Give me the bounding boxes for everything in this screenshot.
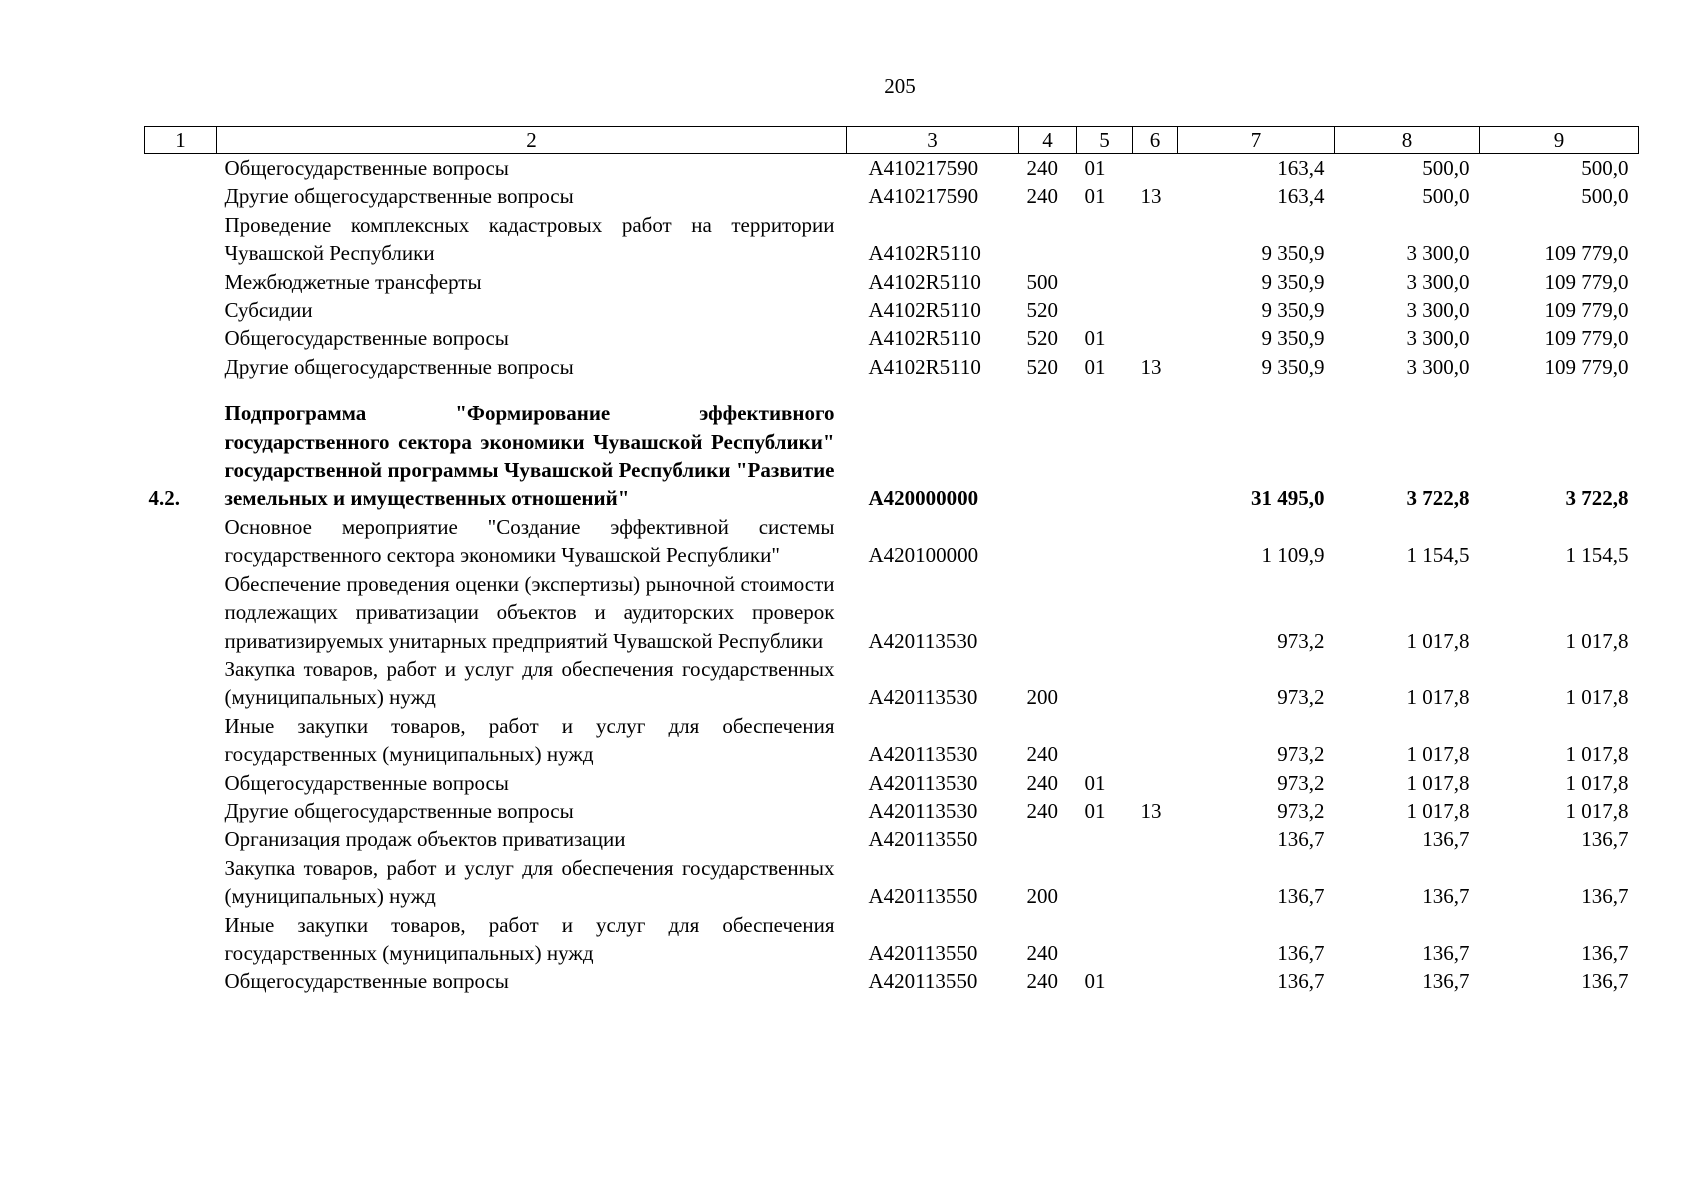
amount-col8: 3 300,0	[1406, 269, 1470, 294]
row-number	[145, 268, 217, 296]
row-number	[145, 797, 217, 825]
section-code: 01	[1084, 969, 1106, 994]
subsection-code	[1133, 324, 1178, 352]
spacer-row	[145, 381, 1639, 399]
row-number	[145, 967, 217, 995]
subsection-code	[1133, 769, 1178, 797]
section-code: 01	[1084, 184, 1106, 209]
amount-col7: 136,7	[1277, 940, 1325, 965]
expense-type-code: 240	[1026, 156, 1058, 180]
subsection-code	[1133, 154, 1178, 183]
amount-col9: 1 017,8	[1565, 798, 1629, 823]
expense-type-code: 240	[1026, 940, 1058, 965]
target-code: А420113550	[868, 827, 978, 852]
subsection-code: 13	[1140, 354, 1162, 379]
row-name: Общегосударственные вопросы	[224, 156, 509, 180]
budget-table	[144, 126, 1639, 996]
row-name: Общегосударственные вопросы	[224, 969, 509, 994]
section-code: 01	[1084, 770, 1106, 795]
section-code	[1077, 399, 1133, 513]
row-name: Общегосударственные вопросы	[224, 770, 509, 795]
amount-col7: 973,2	[1277, 770, 1325, 795]
table-row	[145, 967, 1639, 995]
expense-type-code: 200	[1026, 884, 1058, 909]
amount-col7: 31 495,0	[1251, 486, 1325, 511]
row-name: Другие общегосударственные вопросы	[224, 184, 574, 209]
column-header: 7	[1178, 127, 1335, 154]
section-code	[1077, 268, 1133, 296]
amount-col7: 136,7	[1277, 969, 1325, 994]
subsection-code	[1133, 854, 1178, 911]
amount-col9: 1 017,8	[1565, 742, 1629, 767]
amount-col8: 136,7	[1422, 827, 1470, 852]
table-body	[145, 154, 1639, 996]
table-row	[145, 211, 1639, 268]
section-code	[1077, 854, 1133, 911]
amount-col9: 109 779,0	[1544, 269, 1629, 294]
amount-col7: 973,2	[1277, 628, 1325, 653]
amount-col8: 3 300,0	[1406, 298, 1470, 323]
amount-col9: 1 017,8	[1565, 770, 1629, 795]
table-row	[145, 911, 1639, 968]
amount-col9: 500,0	[1581, 156, 1629, 180]
table-row	[145, 570, 1639, 655]
amount-col7: 163,4	[1277, 156, 1325, 180]
section-code	[1077, 825, 1133, 853]
target-code: А420113530	[868, 742, 978, 767]
table-row	[145, 513, 1639, 570]
amount-col7: 136,7	[1277, 827, 1325, 852]
subsection-code	[1133, 296, 1178, 324]
expense-type-code: 520	[1026, 326, 1058, 351]
amount-col9: 136,7	[1581, 884, 1629, 909]
target-code: А420000000	[868, 486, 979, 511]
expense-type-code: 520	[1026, 354, 1058, 379]
amount-col8: 1 017,8	[1406, 742, 1470, 767]
target-code: А420100000	[868, 543, 979, 568]
column-header: 4	[1019, 127, 1077, 154]
amount-col7: 1 109,9	[1261, 543, 1325, 568]
amount-col8: 3 300,0	[1406, 326, 1470, 351]
subsection-code: 13	[1140, 798, 1162, 823]
target-code: А410217590	[868, 156, 979, 180]
target-code: А420113530	[868, 628, 978, 653]
row-number	[145, 825, 217, 853]
amount-col9: 500,0	[1581, 184, 1629, 209]
column-header: 3	[847, 127, 1019, 154]
table-row	[145, 182, 1639, 210]
amount-col9: 136,7	[1581, 827, 1629, 852]
row-number	[145, 211, 217, 268]
subsection-code	[1133, 399, 1178, 513]
section-code: 01	[1084, 156, 1106, 180]
section-code: 01	[1084, 798, 1106, 823]
expense-type-code	[1019, 513, 1077, 570]
target-code: А420113530	[868, 798, 978, 823]
page-number: 205	[884, 74, 916, 98]
expense-type-code: 500	[1026, 269, 1058, 294]
subsection-code	[1133, 211, 1178, 268]
target-code: А4102R5110	[868, 354, 981, 379]
subsection-code	[1133, 967, 1178, 995]
column-numbers-row	[145, 127, 1639, 154]
amount-col9: 1 017,8	[1565, 685, 1629, 710]
section-code	[1077, 712, 1133, 769]
expense-type-code: 240	[1026, 184, 1058, 209]
amount-col8: 1 017,8	[1406, 798, 1470, 823]
row-number	[145, 154, 217, 183]
column-header: 1	[145, 127, 217, 154]
row-name: Проведение комплексных кадастровых работ на территории Чувашской Республики	[224, 212, 835, 266]
amount-col8: 136,7	[1422, 940, 1470, 965]
target-code: А420113530	[868, 685, 978, 710]
expense-type-code	[1019, 211, 1077, 268]
row-name: Организация продаж объектов приватизации	[224, 827, 626, 852]
row-number	[145, 911, 217, 968]
amount-col8: 3 300,0	[1406, 241, 1470, 266]
amount-col9: 1 154,5	[1565, 543, 1629, 568]
row-name: Закупка товаров, работ и услуг для обеспечения государственных (муниципальных) нужд	[224, 656, 835, 710]
target-code: А4102R5110	[868, 326, 981, 351]
table-row	[145, 399, 1639, 513]
row-number	[145, 570, 217, 655]
column-header: 8	[1335, 127, 1480, 154]
target-code: А4102R5110	[868, 298, 981, 323]
subsection-code	[1133, 712, 1178, 769]
amount-col9: 1 017,8	[1565, 628, 1629, 653]
row-number	[145, 353, 217, 381]
section-code	[1077, 296, 1133, 324]
row-number	[145, 182, 217, 210]
expense-type-code: 240	[1026, 742, 1058, 767]
amount-col8: 500,0	[1422, 156, 1470, 180]
amount-col8: 3 722,8	[1406, 486, 1470, 511]
row-name: Обеспечение проведения оценки (экспертизы) рыночной стоимости подлежащих приватизации объектов и аудиторских проверок приватизируемых унитарных предприятий Чувашской Республики	[224, 571, 835, 653]
target-code: А420113550	[868, 969, 978, 994]
table-row	[145, 854, 1639, 911]
amount-col9: 109 779,0	[1544, 326, 1629, 351]
amount-col7: 9 350,9	[1261, 298, 1325, 323]
row-name: Подпрограмма "Формирование эффективного государственного сектора экономики Чувашской Республики" государственной программы Чувашской Республики "Развитие земельных и имущественных отношений"	[224, 401, 835, 511]
amount-col7: 9 350,9	[1261, 326, 1325, 351]
expense-type-code: 240	[1026, 798, 1058, 823]
subsection-code	[1133, 825, 1178, 853]
expense-type-code: 200	[1026, 685, 1058, 710]
row-name: Закупка товаров, работ и услуг для обеспечения государственных (муниципальных) нужд	[224, 855, 835, 909]
row-name: Другие общегосударственные вопросы	[224, 798, 574, 823]
expense-type-code	[1019, 825, 1077, 853]
section-code	[1077, 570, 1133, 655]
expense-type-code: 520	[1026, 298, 1058, 323]
amount-col7: 973,2	[1277, 742, 1325, 767]
section-code	[1077, 513, 1133, 570]
section-code: 01	[1084, 326, 1106, 351]
row-name: Другие общегосударственные вопросы	[224, 354, 574, 379]
table-row	[145, 712, 1639, 769]
amount-col9: 109 779,0	[1544, 298, 1629, 323]
row-number	[145, 296, 217, 324]
row-name: Иные закупки товаров, работ и услуг для обеспечения государственных (муниципальных) нужд	[224, 713, 835, 767]
subsection-code	[1133, 655, 1178, 712]
amount-col7: 136,7	[1277, 884, 1325, 909]
table-row	[145, 353, 1639, 381]
column-header: 9	[1480, 127, 1639, 154]
subsection-code	[1133, 513, 1178, 570]
row-number	[145, 854, 217, 911]
amount-col9: 136,7	[1581, 969, 1629, 994]
spacer-cell	[145, 381, 1639, 399]
row-name: Иные закупки товаров, работ и услуг для обеспечения государственных (муниципальных) нужд	[224, 912, 835, 965]
amount-col8: 1 154,5	[1406, 543, 1470, 568]
subsection-code	[1133, 570, 1178, 655]
amount-col8: 1 017,8	[1406, 685, 1470, 710]
target-code: А420113550	[868, 884, 978, 909]
row-number: 4.2.	[148, 486, 180, 511]
column-header: 5	[1077, 127, 1133, 154]
table-header	[145, 127, 1639, 154]
amount-col7: 973,2	[1277, 798, 1325, 823]
row-name: Субсидии	[224, 298, 313, 323]
table-row	[145, 769, 1639, 797]
amount-col7: 973,2	[1277, 685, 1325, 710]
column-header: 2	[217, 127, 847, 154]
amount-col8: 500,0	[1422, 184, 1470, 209]
expense-type-code: 240	[1026, 770, 1058, 795]
table-row	[145, 296, 1639, 324]
amount-col9: 109 779,0	[1544, 241, 1629, 266]
target-code: А4102R5110	[868, 241, 981, 266]
target-code: А420113530	[868, 770, 978, 795]
subsection-code	[1133, 911, 1178, 968]
row-name: Основное мероприятие "Создание эффективной системы государственного сектора экономики Чувашской Республики"	[224, 514, 835, 568]
table-row	[145, 655, 1639, 712]
column-header: 6	[1133, 127, 1178, 154]
row-number	[145, 712, 217, 769]
amount-col7: 163,4	[1277, 184, 1325, 209]
amount-col8: 136,7	[1422, 884, 1470, 909]
amount-col7: 9 350,9	[1261, 241, 1325, 266]
row-name: Межбюджетные трансферты	[224, 269, 482, 294]
amount-col9: 136,7	[1581, 940, 1629, 965]
table-row	[145, 825, 1639, 853]
target-code: А420113550	[868, 940, 978, 965]
expense-type-code	[1019, 570, 1077, 655]
expense-type-code	[1019, 399, 1077, 513]
row-number	[145, 324, 217, 352]
amount-col8: 1 017,8	[1406, 770, 1470, 795]
section-code	[1077, 211, 1133, 268]
section-code	[1077, 655, 1133, 712]
subsection-code	[1133, 268, 1178, 296]
row-name: Общегосударственные вопросы	[224, 326, 509, 351]
table-row	[145, 154, 1639, 183]
row-number	[145, 655, 217, 712]
amount-col8: 1 017,8	[1406, 628, 1470, 653]
target-code: А4102R5110	[868, 269, 981, 294]
subsection-code: 13	[1140, 184, 1162, 209]
table-row	[145, 268, 1639, 296]
section-code: 01	[1084, 354, 1106, 379]
table-row	[145, 797, 1639, 825]
row-number	[145, 769, 217, 797]
target-code: А410217590	[868, 184, 979, 209]
row-number	[145, 513, 217, 570]
section-code	[1077, 911, 1133, 968]
amount-col8: 136,7	[1422, 969, 1470, 994]
amount-col7: 9 350,9	[1261, 354, 1325, 379]
amount-col8: 3 300,0	[1406, 354, 1470, 379]
table-row	[145, 324, 1639, 352]
amount-col7: 9 350,9	[1261, 269, 1325, 294]
expense-type-code: 240	[1026, 969, 1058, 994]
amount-col9: 109 779,0	[1544, 354, 1629, 379]
amount-col9: 3 722,8	[1565, 486, 1629, 511]
